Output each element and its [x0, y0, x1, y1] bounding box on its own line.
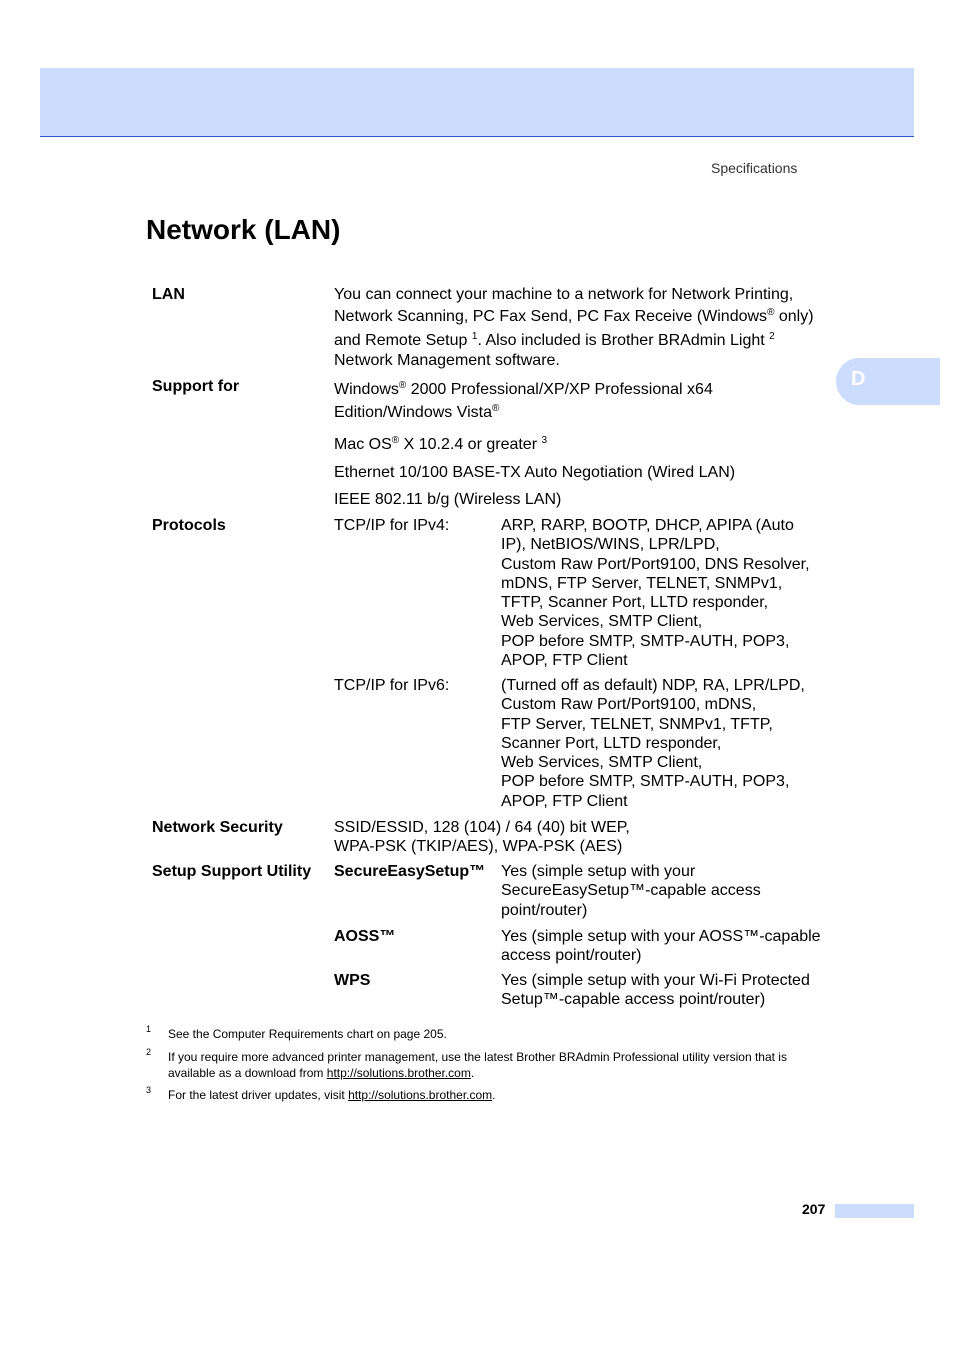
chapter-tab[interactable]	[836, 358, 940, 405]
ipv4-line: POP before SMTP, SMTP-AUTH, POP3,	[501, 632, 790, 650]
ipv6-line: Scanner Port, LLTD responder,	[501, 734, 722, 752]
ipv4-line: Custom Raw Port/Port9100, DNS Resolver,	[501, 555, 810, 573]
solutions-link[interactable]: http://solutions.brother.com	[348, 1088, 493, 1102]
setup-desc-line: Yes (simple setup with your Wi-Fi Protected	[501, 972, 810, 989]
footnote-2	[168, 1049, 787, 1081]
security-values	[334, 818, 630, 857]
support-ethernet: Ethernet 10/100 BASE-TX Auto Negotiation (Wired LAN)	[334, 464, 736, 481]
ipv4-line: mDNS, FTP Server, TELNET, SNMPv1,	[501, 574, 783, 592]
setup-desc-line: access point/router)	[501, 947, 642, 965]
header-band	[40, 68, 914, 137]
ipv6-list	[501, 676, 805, 811]
ipv4-line: ARP, RARP, BOOTP, DHCP, APIPA (Auto	[501, 517, 794, 534]
solutions-link[interactable]: http://solutions.brother.com	[326, 1066, 471, 1080]
ipv4-label: TCP/IP for IPv4:	[334, 517, 450, 534]
setup-desc-line: point/router)	[501, 901, 588, 919]
setup-label: Setup Support Utility	[152, 863, 312, 880]
footnote-ref-1[interactable]: 1	[471, 331, 478, 342]
setup-item-name: SecureEasySetup™	[334, 863, 486, 880]
setup-item-name: AOSS™	[334, 928, 396, 945]
page-title: Network (LAN)	[146, 214, 341, 245]
support-wireless: IEEE 802.11 b/g (Wireless LAN)	[334, 491, 562, 508]
setup-desc-line: Yes (simple setup with your	[501, 863, 696, 880]
ipv6-line: Web Services, SMTP Client,	[501, 754, 703, 772]
security-line: WPA-PSK (TKIP/AES), WPA-PSK (AES)	[334, 838, 623, 856]
ipv6-label: TCP/IP for IPv6:	[334, 677, 450, 694]
setup-desc-line: Setup™-capable access point/router)	[501, 991, 766, 1009]
lan-line1: You can connect your machine to a network for Network Printing,	[334, 286, 794, 303]
support-windows-line2: Edition/Windows Vista®	[334, 403, 500, 421]
footnote-2-line2: available as a download from http://solutions.brother.com.	[168, 1066, 475, 1080]
ipv6-line: POP before SMTP, SMTP-AUTH, POP3,	[501, 773, 790, 791]
support-label: Support for	[152, 378, 240, 395]
ipv4-line: TFTP, Scanner Port, LLTD responder,	[501, 594, 769, 612]
ipv4-line: APOP, FTP Client	[501, 652, 628, 670]
ipv6-line: FTP Server, TELNET, SNMPv1, TFTP,	[501, 715, 773, 733]
footnote-ref-2[interactable]: 2	[769, 331, 775, 342]
ipv6-line: Custom Raw Port/Port9100, mDNS,	[501, 696, 757, 714]
footnote-number-1: 1	[146, 1024, 152, 1034]
lan-line4: Network Management software.	[334, 352, 560, 369]
setup-item-desc	[501, 862, 761, 920]
page-number-bar	[835, 1204, 914, 1218]
setup-item-desc	[501, 927, 821, 966]
security-line: SSID/ESSID, 128 (104) / 64 (40) bit WEP,	[334, 819, 630, 836]
setup-item-name: WPS	[334, 972, 371, 989]
page-number: 207	[802, 1201, 826, 1217]
ipv4-line: Web Services, SMTP Client,	[501, 613, 703, 631]
footnote-2-line1: If you require more advanced printer management, use the latest Brother BRAdmin Professional utility version that is	[168, 1050, 787, 1064]
ipv4-list	[501, 516, 810, 670]
footnote-number-3: 3	[146, 1085, 152, 1095]
setup-desc-line: Yes (simple setup with your AOSS™-capable	[501, 928, 821, 945]
lan-line2: Network Scanning, PC Fax Send, PC Fax Receive (Windows® only)	[334, 307, 814, 325]
running-head: Specifications	[711, 160, 798, 176]
ipv4-line: IP), NetBIOS/WINS, LPR/LPD,	[501, 536, 720, 554]
ipv6-line: (Turned off as default) NDP, RA, LPR/LPD,	[501, 677, 805, 694]
footnote-number-2: 2	[146, 1047, 152, 1057]
lan-label: LAN	[152, 286, 185, 303]
setup-desc-line: SecureEasySetup™-capable access	[501, 882, 761, 900]
footnote-1: See the Computer Requirements chart on page 205.	[168, 1027, 447, 1041]
ipv6-line: APOP, FTP Client	[501, 792, 628, 810]
support-mac: Mac OS® X 10.2.4 or greater $^3$	[334, 435, 548, 453]
security-label: Network Security	[152, 819, 283, 836]
footnote-ref-3[interactable]: 3	[541, 435, 548, 446]
chapter-tab-letter: D	[851, 368, 866, 390]
setup-item-desc	[501, 971, 810, 1010]
lan-line3: and Remote Setup $^1$. Also included is Brother BRAdmin Light $^2$	[334, 331, 775, 349]
footnote-3: For the latest driver updates, visit http://solutions.brother.com.	[168, 1088, 496, 1102]
support-windows-line1: Windows® 2000 Professional/XP/XP Professional x64	[334, 380, 713, 398]
protocols-label: Protocols	[152, 517, 226, 534]
